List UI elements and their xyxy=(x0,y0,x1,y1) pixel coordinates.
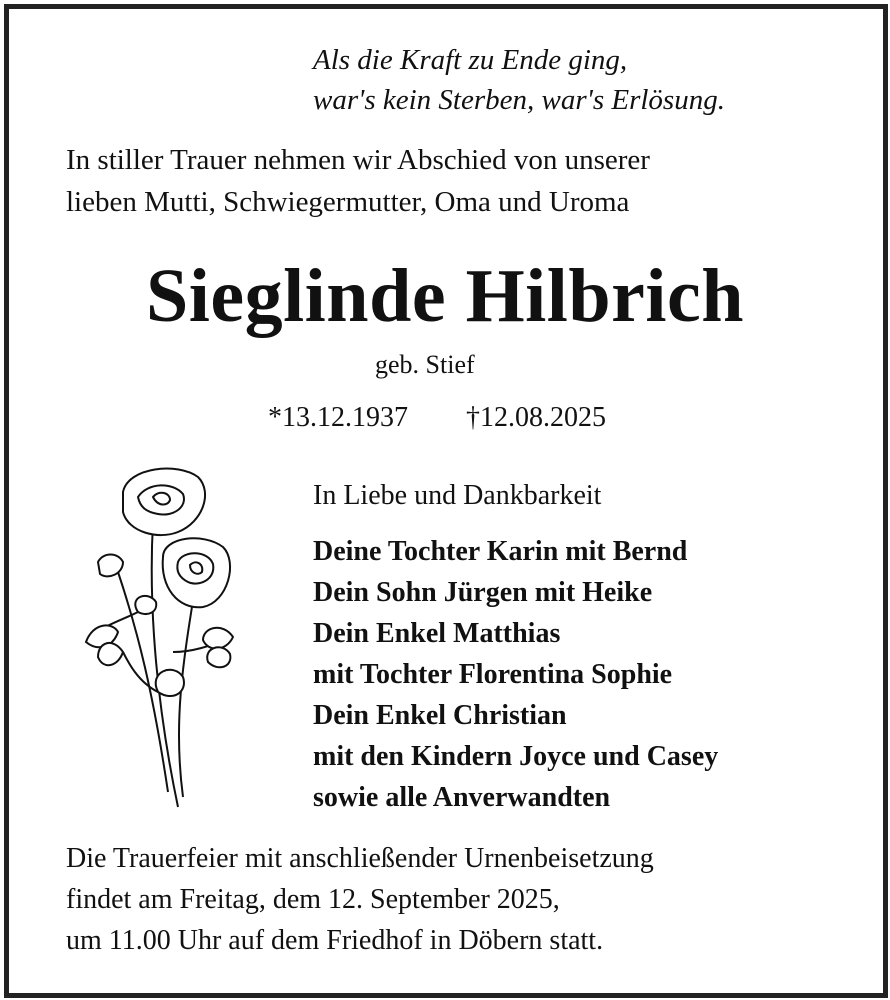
funeral-line-2: findet am Freitag, dem 12. September 2025, xyxy=(66,884,560,915)
maiden-name: geb. Stief xyxy=(375,350,475,379)
funeral-line-1: Die Trauerfeier mit anschließender Urnenbeisetzung xyxy=(66,843,654,874)
quote-line-2: war's kein Sterben, war's Erlösung. xyxy=(313,84,725,116)
family-line: Dein Enkel Matthias xyxy=(313,618,561,649)
intro-line-2: lieben Mutti, Schwiegermutter, Oma und Uroma xyxy=(66,186,630,218)
family-line: mit Tochter Florentina Sophie xyxy=(313,659,673,690)
death-date: †12.08.2025 xyxy=(466,402,606,433)
family-line: mit den Kindern Joyce und Casey xyxy=(313,741,719,772)
family-line: Dein Sohn Jürgen mit Heike xyxy=(313,577,653,608)
quote-line-1: Als die Kraft zu Ende ging, xyxy=(313,44,628,76)
family-line: Deine Tochter Karin mit Bernd xyxy=(313,536,688,567)
deceased-name: Sieglinde Hilbrich xyxy=(145,254,745,338)
intro-line-1: In stiller Trauer nehmen wir Abschied von unserer xyxy=(66,144,650,176)
birth-date: *13.12.1937 xyxy=(268,402,408,433)
thanks-line: In Liebe und Dankbarkeit xyxy=(313,480,602,511)
family-line: Dein Enkel Christian xyxy=(313,700,567,731)
family-line: sowie alle Anverwandten xyxy=(313,782,611,813)
funeral-line-3: um 11.00 Uhr auf dem Friedhof in Döbern statt. xyxy=(66,925,604,956)
rose-illustration xyxy=(78,462,248,822)
